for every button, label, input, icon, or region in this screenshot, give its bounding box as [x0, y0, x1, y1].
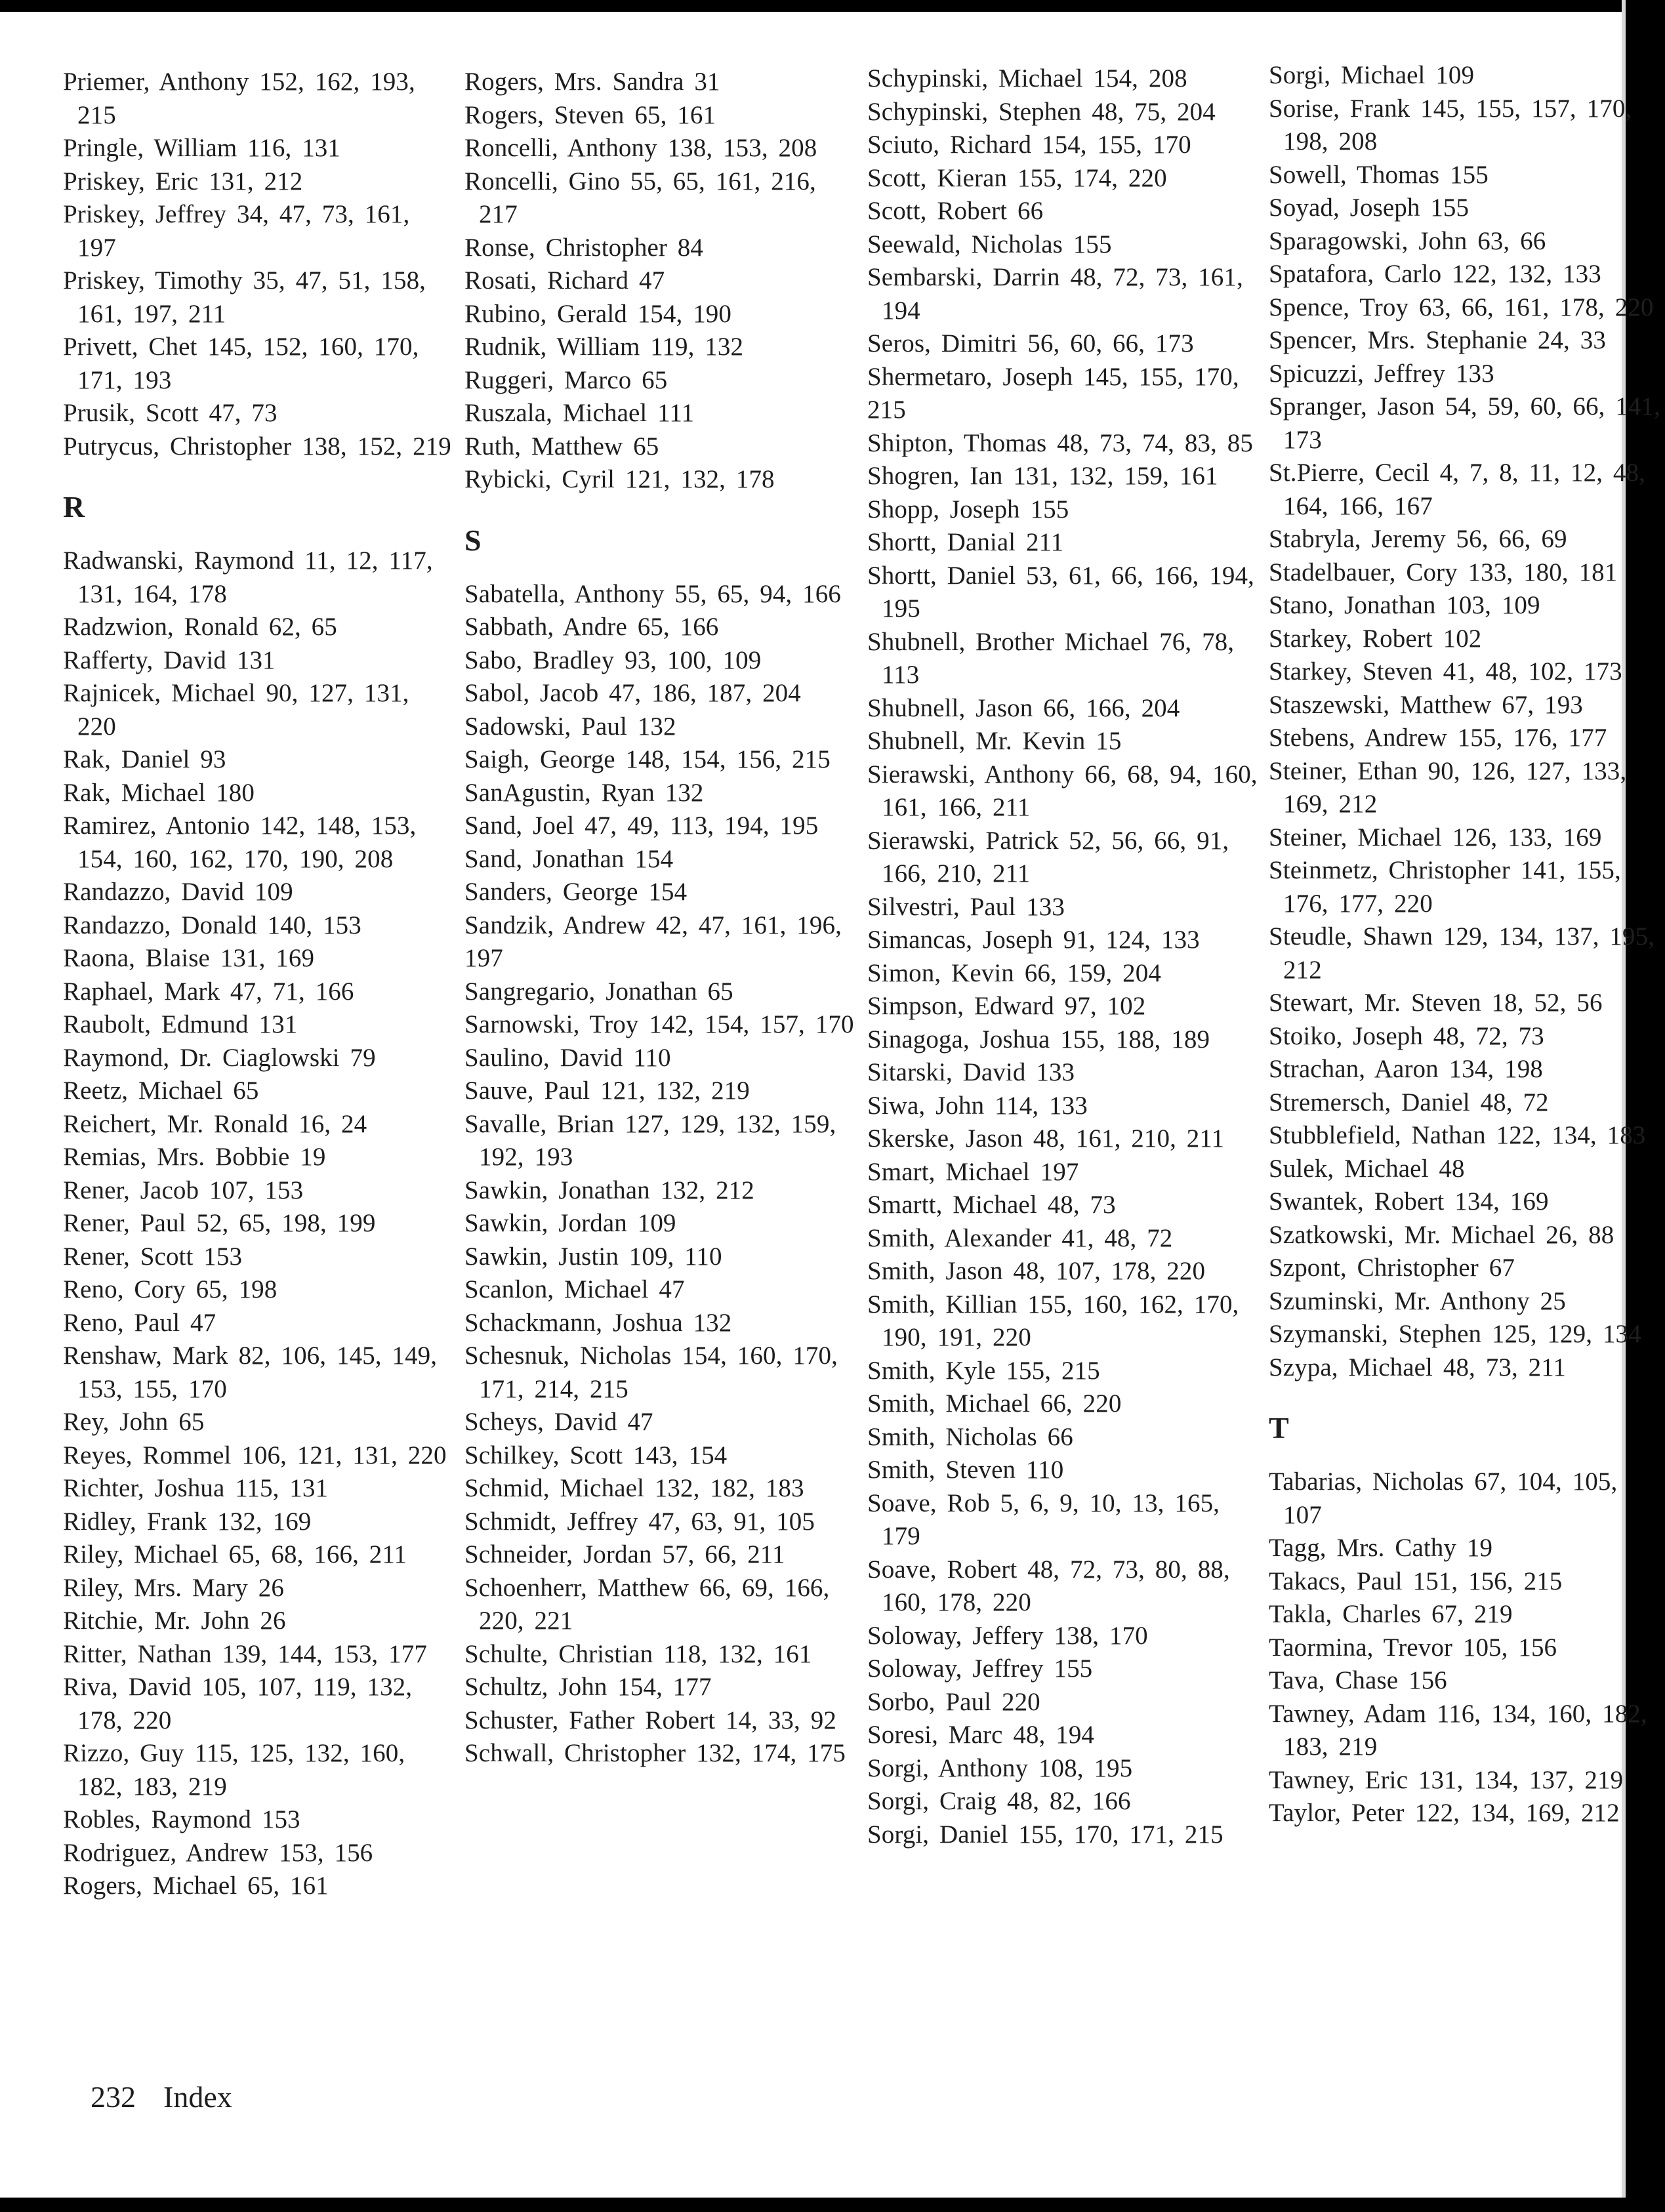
index-entry: Rajnicek, Michael 90, 127, 131, 220 [63, 679, 409, 741]
index-entry: Steudle, Shawn 129, 134, 137, 195, 212 [1269, 922, 1655, 984]
index-entry: Smartt, Michael 48, 73 [867, 1191, 1116, 1219]
index-entry: Scheys, David 47 [464, 1408, 653, 1436]
index-entry: Shogren, Ian 131, 132, 159, 161 [867, 462, 1218, 490]
index-entry: Simancas, Joseph 91, 124, 133 [867, 926, 1200, 954]
index-entry: Spicuzzi, Jeffrey 133 [1269, 359, 1494, 388]
index-entry: Riley, Michael 65, 68, 166, 211 [63, 1540, 407, 1568]
index-entry: Reyes, Rommel 106, 121, 131, 220 [63, 1441, 447, 1469]
index-entry: Priskey, Timothy 35, 47, 51, 158, 161, 197, 211 [63, 266, 426, 328]
index-entry: Riva, David 105, 107, 119, 132, 178, 220 [63, 1673, 413, 1734]
index-entry: Shipton, Thomas 48, 73, 74, 83, 85 [867, 428, 1253, 457]
index-entry: Sierawski, Patrick 52, 56, 66, 91, 166, 210, 211 [867, 826, 1229, 888]
index-entry: Ramirez, Antonio 142, 148, 153, 154, 160, 162, 170, 190, 208 [63, 811, 417, 873]
index-entry: Strachan, Aaron 134, 198 [1269, 1055, 1543, 1083]
index-entry: Priemer, Anthony 152, 162, 193, 215 [63, 68, 415, 129]
index-entry: Smith, Jason 48, 107, 178, 220 [867, 1257, 1206, 1285]
index-entry: Schesnuk, Nicholas 154, 160, 170, 171, 214, 215 [464, 1342, 838, 1403]
index-entry: Reno, Paul 47 [63, 1308, 216, 1337]
index-entry: Szpont, Christopher 67 [1269, 1254, 1515, 1282]
index-entry: Schneider, Jordan 57, 66, 211 [464, 1540, 785, 1568]
index-entry: Shopp, Joseph 155 [867, 495, 1069, 523]
index-entry: Roncelli, Anthony 138, 153, 208 [464, 134, 817, 162]
index-entry: Robles, Raymond 153 [63, 1805, 300, 1833]
index-entry: Scanlon, Michael 47 [464, 1275, 685, 1303]
index-entry: Stremersch, Daniel 48, 72 [1269, 1088, 1549, 1116]
index-entry: Spatafora, Carlo 122, 132, 133 [1269, 260, 1601, 288]
section-title: Index [163, 2080, 232, 2114]
index-entry: St.Pierre, Cecil 4, 7, 8, 11, 12, 48, 164, 166, 167 [1269, 459, 1645, 520]
index-entry: Smart, Michael 197 [867, 1157, 1079, 1186]
index-entry: Smith, Steven 110 [867, 1456, 1064, 1484]
index-entry: Sand, Jonathan 154 [464, 844, 674, 873]
index-entry: Schuster, Father Robert 14, 33, 92 [464, 1706, 836, 1734]
index-entry: Stebens, Andrew 155, 176, 177 [1269, 724, 1607, 752]
index-entry: Rubino, Gerald 154, 190 [464, 299, 732, 328]
index-entry: Sorise, Frank 145, 155, 157, 170, 198, 208 [1269, 94, 1632, 155]
index-entry: Ruth, Matthew 65 [464, 432, 659, 461]
index-entry: Taormina, Trevor 105, 156 [1269, 1633, 1557, 1662]
index-entry: Soyad, Joseph 155 [1269, 194, 1470, 222]
index-entry: Simpson, Edward 97, 102 [867, 992, 1146, 1020]
index-entry: Priskey, Eric 131, 212 [63, 167, 303, 195]
index-entry: Schilkey, Scott 143, 154 [464, 1441, 728, 1469]
index-entry: Sorgi, Anthony 108, 195 [867, 1753, 1133, 1782]
index-entry: Sembarski, Darrin 48, 72, 73, 161, 194 [867, 263, 1243, 325]
index-entry: Sadowski, Paul 132 [464, 712, 676, 741]
index-entry: Spence, Troy 63, 66, 161, 178, 220 [1269, 293, 1654, 321]
index-entry: Sandzik, Andrew 42, 47, 161, 196, [464, 911, 842, 939]
index-entry: Rogers, Steven 65, 161 [464, 100, 716, 129]
index-entry: Schulte, Christian 118, 132, 161 [464, 1639, 812, 1668]
index-entry: Sorgi, Craig 48, 82, 166 [867, 1787, 1131, 1815]
index-entry: Sulek, Michael 48 [1269, 1154, 1465, 1183]
index-entry: Sanders, George 154 [464, 878, 688, 906]
index-entry: Silvestri, Paul 133 [867, 892, 1065, 921]
index-entry: Rener, Scott 153 [63, 1242, 243, 1271]
index-entry: Stoiko, Joseph 48, 72, 73 [1269, 1021, 1544, 1050]
index-entry: Ridley, Frank 132, 169 [63, 1507, 312, 1536]
index-entry: Tagg, Mrs. Cathy 19 [1269, 1534, 1493, 1562]
index-entry: 215 [867, 396, 906, 424]
index-entry: Schackmann, Joshua 132 [464, 1308, 732, 1337]
index-entry: Rener, Jacob 107, 153 [63, 1176, 304, 1204]
index-entry: Taylor, Peter 122, 134, 169, 212 [1269, 1799, 1620, 1827]
index-entry: Reno, Cory 65, 198 [63, 1275, 278, 1303]
index-entry: Prusik, Scott 47, 73 [63, 399, 278, 427]
index-entry: Sabol, Jacob 47, 186, 187, 204 [464, 679, 801, 707]
index-entry: Rey, John 65 [63, 1408, 205, 1436]
index-entry: Raphael, Mark 47, 71, 166 [63, 977, 354, 1006]
index-entry: 197 [464, 944, 503, 972]
index-entry: Spranger, Jason 54, 59, 60, 66, 141, 173 [1269, 392, 1660, 454]
index-entry: Schmid, Michael 132, 182, 183 [464, 1474, 804, 1502]
section-letter-heading: S [464, 523, 482, 557]
index-entry: Stano, Jonathan 103, 109 [1269, 591, 1540, 619]
index-entry: Randazzo, Donald 140, 153 [63, 911, 361, 939]
index-entry: Renshaw, Mark 82, 106, 145, 149, 153, 155, 170 [63, 1342, 438, 1403]
index-entry: Sauve, Paul 121, 132, 219 [464, 1076, 750, 1105]
index-entry: Rudnik, William 119, 132 [464, 333, 744, 361]
index-entry: Sparagowski, John 63, 66 [1269, 226, 1546, 255]
index-entry: Steiner, Michael 126, 133, 169 [1269, 823, 1602, 851]
index-entry: Riley, Mrs. Mary 26 [63, 1573, 284, 1602]
index-column-2 [464, 66, 858, 1771]
index-entry: Sawkin, Jordan 109 [464, 1209, 676, 1237]
index-entry: Raona, Blaise 131, 169 [63, 944, 315, 972]
index-entry: Sabatella, Anthony 55, 65, 94, 166 [464, 579, 841, 608]
index-entry: Ritchie, Mr. John 26 [63, 1607, 286, 1635]
index-entry: Takacs, Paul 151, 156, 215 [1269, 1567, 1563, 1595]
index-entry: Takla, Charles 67, 219 [1269, 1600, 1513, 1628]
index-entry: Sowell, Thomas 155 [1269, 160, 1489, 189]
index-entry: Radzwion, Ronald 62, 65 [63, 613, 337, 641]
index-entry: Siwa, John 114, 133 [867, 1091, 1088, 1120]
index-entry: Stewart, Mr. Steven 18, 52, 56 [1269, 989, 1603, 1017]
index-entry: Privett, Chet 145, 152, 160, 170, 171, 193 [63, 333, 419, 394]
index-entry: Sierawski, Anthony 66, 68, 94, 160, 161, 166, 211 [867, 760, 1258, 821]
index-entry: Sangregario, Jonathan 65 [464, 977, 733, 1006]
index-entry: Savalle, Brian 127, 129, 132, 159, 192, 193 [464, 1109, 836, 1171]
index-entry: Szypa, Michael 48, 73, 211 [1269, 1353, 1566, 1382]
index-entry: Stabryla, Jeremy 56, 66, 69 [1269, 525, 1567, 553]
index-entry: Smith, Killian 155, 160, 162, 170, 190, 191, 220 [867, 1290, 1239, 1351]
index-entry: Saigh, George 148, 154, 156, 215 [464, 745, 831, 773]
index-entry: Sitarski, David 133 [867, 1058, 1075, 1086]
index-entry: Shubnell, Brother Michael 76, 78, 113 [867, 627, 1235, 689]
index-entry: Tabarias, Nicholas 67, 104, 105, 107 [1269, 1467, 1618, 1529]
index-entry: Staszewski, Matthew 67, 193 [1269, 690, 1583, 719]
index-entry: Seros, Dimitri 56, 60, 66, 173 [867, 329, 1194, 358]
index-entry: Simon, Kevin 66, 159, 204 [867, 958, 1161, 987]
index-entry: Tava, Chase 156 [1269, 1666, 1447, 1694]
index-entry: Rybicki, Cyril 121, 132, 178 [464, 465, 775, 493]
index-entry: Remias, Mrs. Bobbie 19 [63, 1143, 326, 1171]
index-entry: Sawkin, Jonathan 132, 212 [464, 1176, 754, 1204]
index-entry: Soloway, Jeffrey 155 [867, 1654, 1093, 1683]
index-column-3 [867, 62, 1261, 1851]
index-entry: Sawkin, Justin 109, 110 [464, 1242, 722, 1271]
index-entry: Spencer, Mrs. Stephanie 24, 33 [1269, 326, 1606, 354]
index-entry: Randazzo, David 109 [63, 878, 293, 906]
index-entry: Shortt, Daniel 53, 61, 66, 166, 194, 195 [867, 561, 1254, 623]
index-entry: Rener, Paul 52, 65, 198, 199 [63, 1209, 376, 1237]
section-letter-heading: R [63, 490, 85, 523]
index-entry: Soave, Robert 48, 72, 73, 80, 88, 160, 178, 220 [867, 1555, 1230, 1616]
index-entry: Ruggeri, Marco 65 [464, 365, 668, 394]
index-entry: Smith, Kyle 155, 215 [867, 1356, 1100, 1385]
index-entry: Raubolt, Edmund 131 [63, 1010, 298, 1038]
index-entry: Sorbo, Paul 220 [867, 1687, 1040, 1716]
index-entry: Sorgi, Michael 109 [1269, 61, 1475, 89]
index-entry: Swantek, Robert 134, 169 [1269, 1187, 1549, 1216]
index-entry: Sciuto, Richard 154, 155, 170 [867, 131, 1191, 159]
index-entry: Rafferty, David 131 [63, 645, 276, 674]
index-entry: Priskey, Jeffrey 34, 47, 73, 161, 197 [63, 200, 410, 262]
index-entry: Sabo, Bradley 93, 100, 109 [464, 645, 762, 674]
index-column-4 [1269, 59, 1662, 1830]
page-number: 232 [91, 2080, 136, 2114]
index-entry: Scott, Kieran 155, 174, 220 [867, 163, 1167, 192]
section-letter-heading: T [1269, 1411, 1289, 1444]
index-entry: Skerske, Jason 48, 161, 210, 211 [867, 1124, 1225, 1153]
index-entry: Shubnell, Jason 66, 166, 204 [867, 693, 1180, 722]
index-entry: Smith, Nicholas 66 [867, 1422, 1073, 1451]
index-entry: Saulino, David 110 [464, 1043, 671, 1072]
index-entry: Szymanski, Stephen 125, 129, 134 [1269, 1320, 1641, 1348]
index-entry: Stadelbauer, Cory 133, 180, 181 [1269, 558, 1618, 586]
index-entry: Rogers, Mrs. Sandra 31 [464, 68, 720, 96]
index-entry: Steinmetz, Christopher 141, 155, 176, 177, 220 [1269, 856, 1621, 918]
index-entry: Smith, Michael 66, 220 [867, 1389, 1122, 1418]
index-column-1 [63, 66, 457, 1903]
index-entry: Richter, Joshua 115, 131 [63, 1474, 329, 1502]
index-entry: Putrycus, Christopher 138, 152, 219 [63, 432, 451, 461]
index-entry: Rosati, Richard 47 [464, 266, 665, 295]
index-entry: Schmidt, Jeffrey 47, 63, 91, 105 [464, 1507, 815, 1536]
index-entry: Szuminski, Mr. Anthony 25 [1269, 1286, 1566, 1315]
index-entry: Scott, Robert 66 [867, 197, 1044, 225]
index-entry: Shubnell, Mr. Kevin 15 [867, 727, 1122, 755]
index-entry: SanAgustin, Ryan 132 [464, 778, 704, 807]
index-entry: Rogers, Michael 65, 161 [63, 1872, 329, 1900]
index-entry: Rak, Daniel 93 [63, 745, 226, 773]
index-entry: Ronse, Christopher 84 [464, 233, 703, 262]
index-entry: Rak, Michael 180 [63, 778, 255, 807]
index-entry: Reetz, Michael 65 [63, 1076, 259, 1105]
index-entry: Schwall, Christopher 132, 174, 175 [464, 1739, 846, 1767]
index-entry: Sand, Joel 47, 49, 113, 194, 195 [464, 811, 819, 840]
page-footer [91, 2079, 260, 2114]
index-entry: Starkey, Steven 41, 48, 102, 173 [1269, 657, 1622, 686]
index-entry: Szatkowski, Mr. Michael 26, 88 [1269, 1220, 1614, 1249]
index-entry: Ruszala, Michael 111 [464, 399, 695, 427]
index-entry: Tawney, Adam 116, 134, 160, 182, 183, 219 [1269, 1699, 1647, 1761]
index-entry: Raymond, Dr. Ciaglowski 79 [63, 1043, 376, 1072]
index-entry: Tawney, Eric 131, 134, 137, 219 [1269, 1765, 1624, 1794]
index-entry: Shortt, Danial 211 [867, 528, 1064, 556]
index-entry: Shermetaro, Joseph 145, 155, 170, [867, 362, 1239, 391]
index-entry: Schypinski, Stephen 48, 75, 204 [867, 97, 1216, 126]
index-entry: Sabbath, Andre 65, 166 [464, 613, 719, 641]
index-entry: Reichert, Mr. Ronald 16, 24 [63, 1109, 367, 1138]
index-entry: Sarnowski, Troy 142, 154, 157, 170 [464, 1010, 854, 1038]
index-entry: Schultz, John 154, 177 [464, 1673, 712, 1701]
index-entry: Soave, Rob 5, 6, 9, 10, 13, 165, 179 [867, 1488, 1220, 1550]
index-entry: Radwanski, Raymond 11, 12, 117, 131, 164, 178 [63, 546, 433, 608]
index-entry: Stubblefield, Nathan 122, 134, 183 [1269, 1121, 1646, 1149]
index-entry: Schypinski, Michael 154, 208 [867, 64, 1187, 92]
index-entry: Ritter, Nathan 139, 144, 153, 177 [63, 1639, 427, 1668]
index-entry: Soloway, Jeffery 138, 170 [867, 1621, 1148, 1650]
index-entry: Steiner, Ethan 90, 126, 127, 133, 169, 212 [1269, 756, 1627, 818]
index-entry: Roncelli, Gino 55, 65, 161, 216, 217 [464, 167, 816, 228]
index-entry: Sorgi, Daniel 155, 170, 171, 215 [867, 1820, 1223, 1849]
index-entry: Seewald, Nicholas 155 [867, 230, 1112, 258]
index-entry: Rizzo, Guy 115, 125, 132, 160, 182, 183, 219 [63, 1739, 405, 1801]
index-entry: Rodriguez, Andrew 153, 156 [63, 1838, 373, 1867]
index-entry: Schoenherr, Matthew 66, 69, 166, 220, 221 [464, 1573, 830, 1635]
index-entry: Soresi, Marc 48, 194 [867, 1721, 1095, 1749]
index-entry: Pringle, William 116, 131 [63, 134, 340, 162]
index-entry: Starkey, Robert 102 [1269, 624, 1482, 653]
index-entry: Smith, Alexander 41, 48, 72 [867, 1223, 1173, 1252]
index-entry: Sinagoga, Joshua 155, 188, 189 [867, 1025, 1210, 1054]
